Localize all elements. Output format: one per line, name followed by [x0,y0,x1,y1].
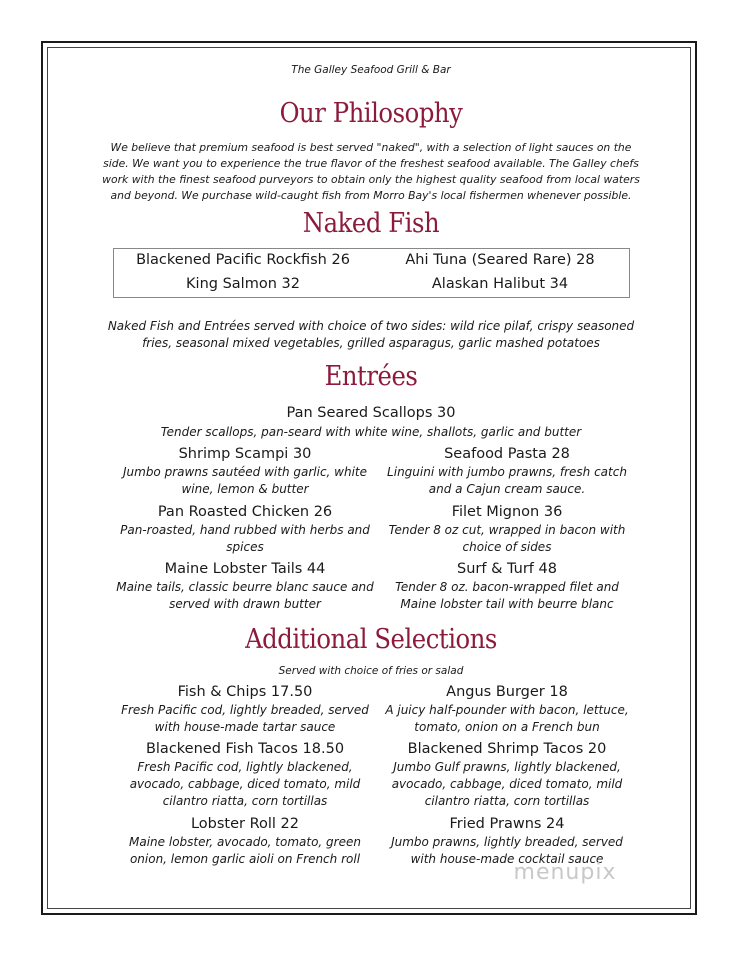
menu-item-name: Ahi Tuna (Seared Rare) 28 [405,252,595,268]
menu-item-desc: Maine lobster, avocado, tomato, green onion, lemon garlic aioli on French roll [129,835,361,866]
menu-item-desc: Linguini with jumbo prawns, fresh catch and a Cajun cream sauce. [387,465,627,496]
featured-item-desc: Tender scallops, pan-seard with white wine, shallots, garlic and butter [160,425,582,439]
menu-item-name: Maine Lobster Tails 44 [164,561,326,577]
menu-item-name: King Salmon 32 [186,276,300,292]
menu-item-name: Fried Prawns 24 [449,816,565,832]
menu-item-desc: Pan-roasted, hand rubbed with herbs and spices [120,523,370,554]
menu-item-desc: Jumbo Gulf prawns, lightly blackened, avocado, cabbage, diced tomato, mild cilantro riatta, corn tortillas [391,760,623,808]
menu-item-desc: Jumbo prawns, lightly breaded, served with house-made cocktail sauce [391,835,623,866]
menu-item-name: Blackened Pacific Rockfish 26 [136,252,350,268]
menu-item-name: Seafood Pasta 28 [444,446,570,462]
menu-item-desc: Fresh Pacific cod, lightly breaded, served with house-made tartar sauce [121,703,369,734]
menu-item-name: Lobster Roll 22 [190,816,300,832]
menu-item-name: Blackened Fish Tacos 18.50 [145,741,345,757]
philosophy-text: We believe that premium seafood is best served "naked", with a selection of light sauces on the side. We want you to experience the true flavor of the freshest seafood available. The Galley chefs work with the finest seafood purveyors to obtain only the highest quality seafood from local waters and beyond. We purchase wild-caught fish from Morro Bay's local fishermen whenever possible. [102,141,640,202]
menu-item-name: Alaskan Halibut 34 [431,276,569,292]
menu-item-name: Shrimp Scampi 30 [178,446,312,462]
additional-heading: Additional Selections [245,624,497,655]
menu-item-desc: A juicy half-pounder with bacon, lettuce, tomato, onion on a French bun [385,703,629,734]
menu-item-name: Fish & Chips 17.50 [177,684,313,700]
menu-item-name: Surf & Turf 48 [457,561,557,577]
menu-item-name: Angus Burger 18 [446,684,568,700]
watermark: menupix [513,860,617,885]
entrees-heading: Entrées [324,361,418,392]
menu-item-name: Blackened Shrimp Tacos 20 [407,741,607,757]
menu-item-desc: Tender 8 oz cut, wrapped in bacon with choice of sides [388,523,626,554]
menu-item-name: Filet Mignon 36 [451,504,563,520]
menu-item-name: Pan Roasted Chicken 26 [157,504,333,520]
philosophy-heading: Our Philosophy [279,98,463,129]
additional-subtitle: Served with choice of fries or salad [278,665,464,677]
menu-item-desc: Jumbo prawns sautéed with garlic, white wine, lemon & butter [122,465,368,496]
restaurant-name: The Galley Seafood Grill & Bar [291,64,451,76]
featured-item-name: Pan Seared Scallops 30 [286,405,456,421]
menu-item-desc: Fresh Pacific cod, lightly blackened, avocado, cabbage, diced tomato, mild cilantro riatta, corn tortillas [129,760,361,808]
naked-fish-heading: Naked Fish [302,208,440,239]
sides-note: Naked Fish and Entrées served with choice of two sides: wild rice pilaf, crispy seasoned fries, seasonal mixed vegetables, grilled asparagus, garlic mashed potatoes [107,319,635,350]
menu-item-desc: Tender 8 oz. bacon-wrapped filet and Maine lobster tail with beurre blanc [395,580,619,611]
menu-item-desc: Maine tails, classic beurre blanc sauce and served with drawn butter [116,580,374,611]
